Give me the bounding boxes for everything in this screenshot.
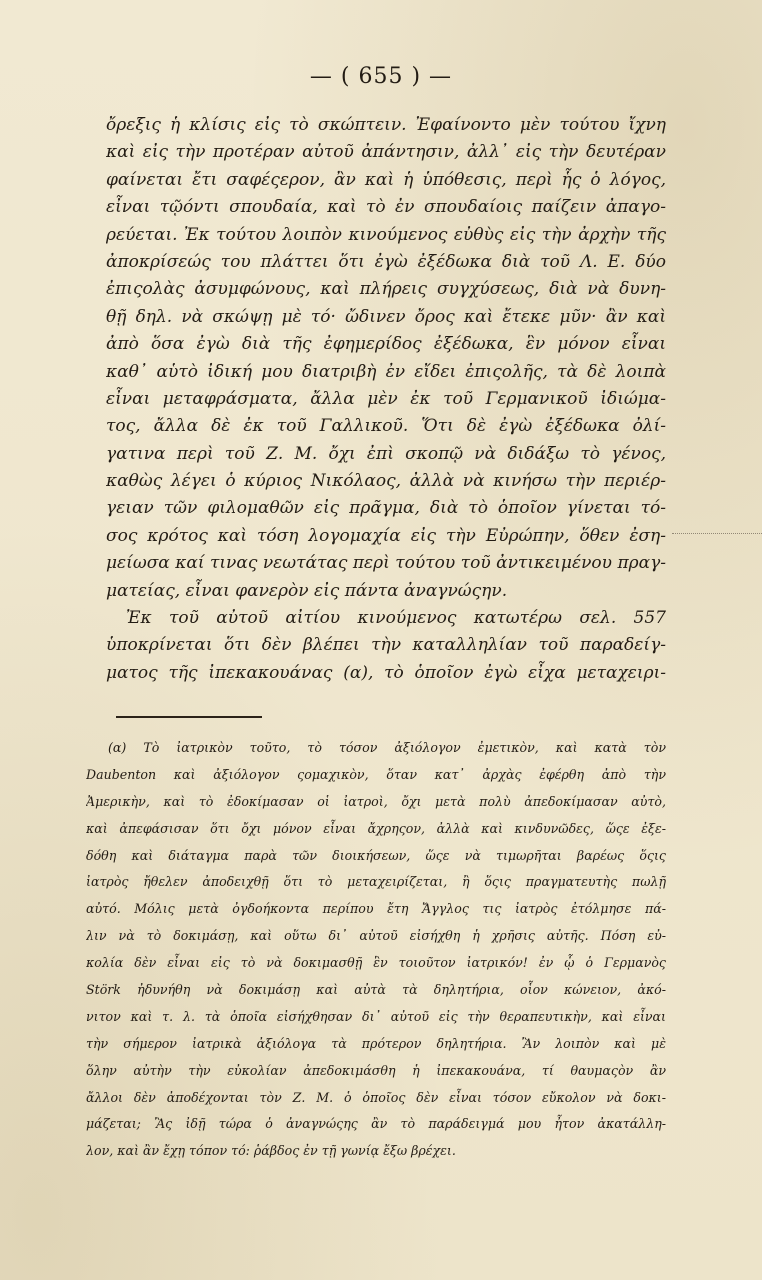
text-line: τος, ἄλλα δὲ ἐκ τοῦ Γαλλικοῦ. Ὅτι δὲ ἐγὼ ἐξέδωκα ὀλί- [106,416,666,437]
footnote-line: αὐτό. Μόλις μετὰ ὀγδοήκοντα περίπου ἔτη Ἄγγλος τις ἰατρὸς ἐτόλμησε πά- [86,901,666,917]
text-line: καθ᾿ αὑτὸ ἰδική μου διατριβὴ ἐν εἴδει ἐπιςολῆς, τὰ δὲ λοιπὰ [106,361,666,382]
text-line: ἀπὸ ὅσα ἐγὼ διὰ τῆς ἐφημερίδος ἐξέδωκα, ἓν μόνον εἶναι [106,334,666,355]
footnote-block [86,735,666,1165]
text-line: εἶναι τῷόντι σπουδαία, καὶ τὸ ἐν σπουδαίοις παίζειν ἀπαγο- [106,197,666,218]
text-line: Ἐκ τοῦ αὐτοῦ αἰτίου κινούμενος κατωτέρω σελ. 557 [126,608,666,629]
footnote-line: μάζεται; Ἂς ἰδῇ τώρα ὁ ἀναγνώςης ἂν τὸ παράδειγμά μου ἦτον ἀκατάλλη- [86,1116,666,1132]
text-line: ρεύεται. Ἐκ τούτου λοιπὸν κινούμενος εὐθὺς εἰς τὴν ἀρχὴν τῆς [106,224,666,245]
text-line: ὑποκρίνεται ὅτι δὲν βλέπει τὴν καταλληλίαν τοῦ παραδείγ- [106,635,666,656]
edge-mark [672,533,762,554]
footnote-line: κολία δὲν εἶναι εἰς τὸ νὰ δοκιμασθῇ ἓν τοιοῦτον ἰατρικόν! ἐν ᾧ ὁ Γερμανὸς [86,955,666,971]
footnote-line: λον, καὶ ἂν ἔχῃ τόπον τό: ῥάβδος ἐν τῇ γωνίᾳ ἔξω βρέχει. [86,1143,456,1159]
footnote-line: ἰατρὸς ἤθελεν ἀποδειχθῇ ὅτι τὸ μεταχειρίζεται, ἢ ὅςις πραγματευτὴς πωλῇ [86,874,666,890]
text-line: φαίνεται ἔτι σαφέςερον, ἂν καὶ ἡ ὑπόθεσις, περὶ ἧς ὁ λόγος, [106,169,666,190]
footnote-line: ἄλλοι δὲν ἀποδέχονται τὸν Ζ. Μ. ὁ ὁποῖος δὲν εἶναι τόσον εὔκολον νὰ δοκι- [86,1089,666,1105]
footnote-line: λιν νὰ τὸ δοκιμάσῃ, καὶ οὕτω δι᾿ αὐτοῦ εἰσήχθη ἡ χρῆσις αὐτῆς. Πόση εὐ- [86,928,666,944]
footnote-line: δόθη καὶ διάταγμα παρὰ τῶν διοικήσεων, ὥςε νὰ τιμωρῆται βαρέως ὅςις [86,847,666,863]
text-line: ἐπιςολὰς ἀσυμφώνους, καὶ πλήρεις συγχύσεως, διὰ νὰ δυνη- [106,279,666,300]
text-line: γατινα περὶ τοῦ Ζ. Μ. ὄχι ἐπὶ σκοπῷ νὰ διδάξω τὸ γένος, [106,443,666,464]
footnote-line: Daubenton καὶ ἀξιόλογον ςομαχικὸν, ὅταν κατ᾿ ἀρχὰς ἐφέρθη ἀπὸ τὴν [86,766,666,782]
footnote-line: Störk ἠδυνήθη νὰ δοκιμάσῃ καὶ αὐτὰ τὰ δηλητήρια, οἷον κώνειον, ἀκό- [86,982,666,998]
text-line: εἶναι μεταφράσματα, ἄλλα μὲν ἐκ τοῦ Γερμανικοῦ ἰδιώμα- [106,388,666,409]
footnote-line: τὴν σήμερον ἰατρικὰ ἀξιόλογα τὰ πρότερον δηλητήρια. Ἂν λοιπὸν καὶ μὲ [86,1035,666,1051]
text-line: μείωσα καί τινας νεωτάτας περὶ τούτου τοῦ ἀντικειμένου πραγ- [106,553,666,574]
text-line: θῇ δηλ. νὰ σκώψῃ μὲ τό· ὤδινεν ὄρος καὶ ἔτεκε μῦν· ἂν καὶ [106,306,666,327]
page-number-header: — ( 655 ) — [309,64,453,89]
text-line: ματος τῆς ἰπεκακουάνας (α), τὸ ὁποῖον ἐγὼ εἶχα μεταχειρι- [106,662,666,683]
footnote-line: (α) Τὸ ἰατρικὸν τοῦτο, τὸ τόσον ἀξιόλογον ἐμετικὸν, καὶ κατὰ τὸν [108,740,666,755]
footnote-line: νιτον καὶ τ. λ. τὰ ὁποῖα εἰσήχθησαν δι᾿ αὐτοῦ εἰς τὴν θεραπευτικὴν, καὶ εἶναι [86,1008,666,1024]
text-line: σος κρότος καὶ τόση λογομαχία εἰς τὴν Εὐρώπην, ὅθεν ἐση- [106,525,666,546]
text-line: ὄρεξις ἡ κλίσις εἰς τὸ σκώπτειν. Ἐφαίνοντο μὲν τούτου ἴχνη [106,115,666,135]
text-line: ἀποκρίσεώς του πλάττει ὅτι ἐγὼ ἐξέδωκα διὰ τοῦ Λ. Ε. δύο [106,251,666,272]
text-line: γειαν τῶν φιλομαθῶν εἰς πρᾶγμα, διὰ τὸ ὁποῖον γίνεται τό- [106,498,666,519]
footnote-rule [116,716,262,718]
footnote-line: ὅλην αὐτὴν τὴν εὐκολίαν ἀπεδοκιμάσθη ἡ ἰπεκακουάνα, τί θαυμαςὸν ἂν [86,1062,666,1078]
text-line: καθὼς λέγει ὁ κύριος Νικόλαος, ἀλλὰ νὰ κινήσω τὴν περιέρ- [106,471,666,492]
text-line: καὶ εἰς τὴν προτέραν αὐτοῦ ἀπάντησιν, ἀλλ᾿ εἰς τὴν δευτέραν [106,142,666,163]
main-text-block [106,112,666,687]
text-line: ματείας, εἶναι φανερὸν εἰς πάντα ἀναγνώςην. [106,580,508,601]
footnote-line: καὶ ἀπεφάσισαν ὅτι ὄχι μόνον εἶναι ἄχρηςον, ἀλλὰ καὶ κινδυνῶδες, ὥςε ἐξε- [86,820,666,836]
footnote-line: Ἀμερικὴν, καὶ τὸ ἐδοκίμασαν οἱ ἰατροὶ, ὄχι μετὰ πολὺ ἀπεδοκίμασαν αὐτὸ, [86,793,666,809]
